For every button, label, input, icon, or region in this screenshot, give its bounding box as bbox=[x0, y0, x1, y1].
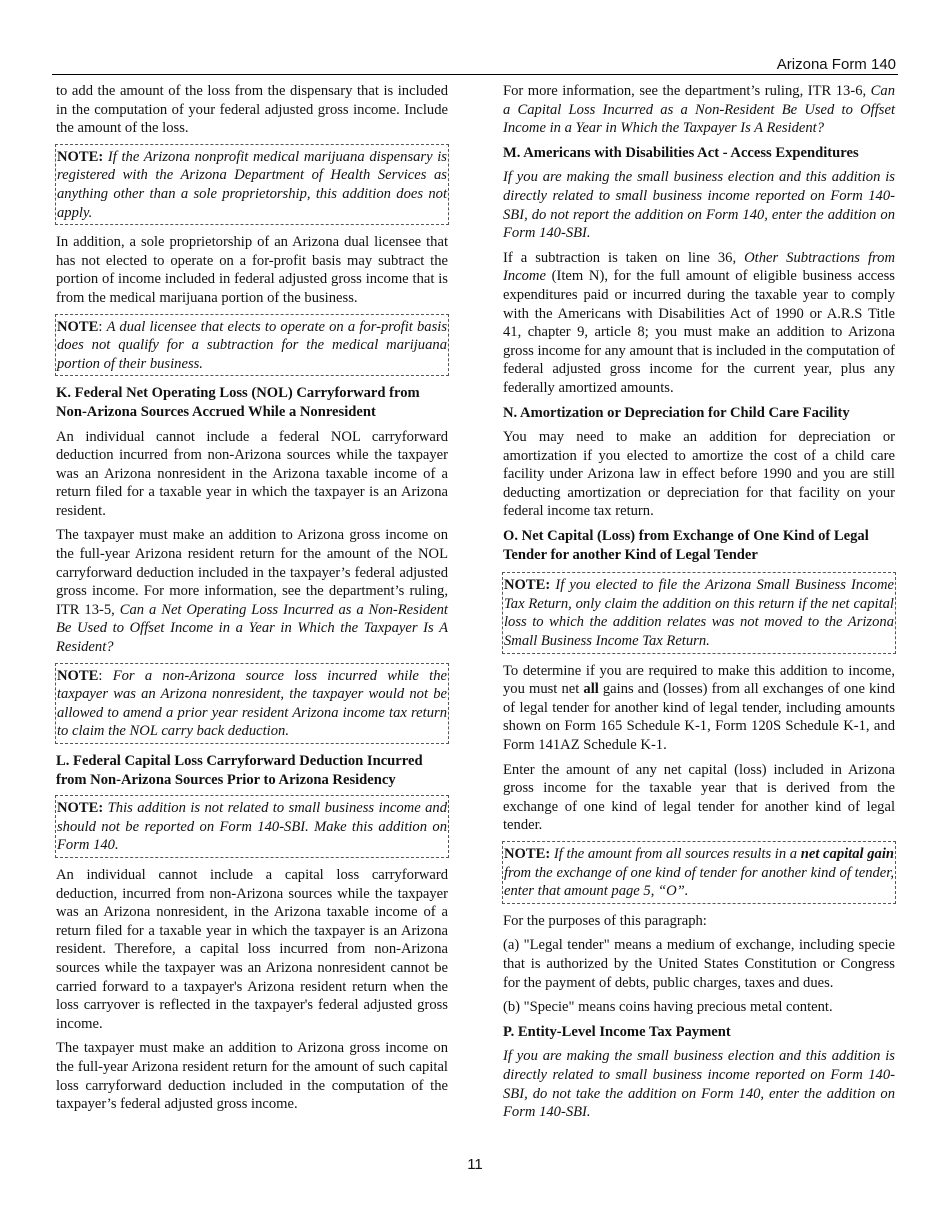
note-text: This addition is not related to small business income and should not be reported on Form 140-SBI. Make this addition on Form 140. bbox=[57, 800, 447, 854]
section-heading-n: N. Amortization or Depreciation for Child Care Facility bbox=[503, 404, 850, 421]
section-heading-o: O. Net Capital (Loss) from Exchange of One Kind of Legal Tender for another Kind of Legal Tender bbox=[503, 528, 869, 563]
section-heading-m: M. Americans with Disabilities Act - Access Expenditures bbox=[503, 144, 859, 161]
paragraph: Enter the amount of any net capital (loss) included in Arizona gross income for the taxable year that is derived from the exchange of one kind of legal tender for another kind of legal tender. bbox=[503, 761, 895, 834]
note-text: If the amount from all sources results in a bbox=[553, 845, 801, 862]
section-heading-k: K. Federal Net Operating Loss (NOL) Carryforward from Non-Arizona Sources Accrued While a Nonresident bbox=[56, 385, 420, 420]
note-box bbox=[55, 795, 449, 858]
page-number: 11 bbox=[467, 1156, 483, 1173]
paragraph-italic: If you are making the small business election and this addition is directly related to small business income reported on Form 140-SBI, do not take the addition on Form 140, enter the addition on Form 140-SBI. bbox=[503, 1048, 895, 1121]
section-heading-p: P. Entity-Level Income Tax Payment bbox=[503, 1023, 731, 1040]
form-title: Arizona Form 140 bbox=[776, 56, 896, 73]
note-box bbox=[502, 572, 896, 653]
paragraph: For the purposes of this paragraph: bbox=[503, 912, 707, 929]
note-separator: : bbox=[98, 318, 103, 335]
paragraph: An individual cannot include a capital loss carryforward deduction, incurred from non-Arizona sources while the taxpayer was an Arizona nonresident, in the Arizona taxable income of a return filed for a taxable year in which the taxpayer is an Arizona resident. Therefore, a capital loss incurred from non-Arizona sources while the taxpayer was an Arizona nonresident cannot be carried forward to a taxpayer's Arizona resident return when the loss carryover is reflected in the taxpayer's federal adjusted gross income. bbox=[56, 866, 448, 1032]
note-text: If you elected to file the Arizona Small Business Income Tax Return, only claim the addition on this return if the net capital loss to which the addition relates was not moved to the Arizona Small Business Income Tax Return. bbox=[504, 577, 894, 650]
paragraph: to add the amount of the loss from the dispensary that is included in the computation of your federal adjusted gross income. Include the amount of the loss. bbox=[56, 83, 448, 137]
emphasis-all: all bbox=[583, 681, 599, 698]
note-label: NOTE: bbox=[504, 845, 551, 862]
note-label: NOTE bbox=[57, 318, 99, 335]
ruling-title: Can a Capital Loss Incurred as a Non-Resident Be Used to Offset Income in a Year in Which the Taxpayer Is A Resident? bbox=[503, 83, 895, 137]
paragraph bbox=[503, 82, 895, 138]
header-rule bbox=[52, 74, 898, 75]
note-emphasis: net capital gain bbox=[800, 845, 894, 862]
line-item-name: Other Subtractions from Income bbox=[503, 249, 895, 285]
ruling-title: Can a Net Operating Loss Incurred as a Non-Resident Be Used to Offset Income in a Year in Which the Taxpayer Is A Resident? bbox=[56, 601, 448, 656]
note-box bbox=[55, 663, 449, 744]
note-box bbox=[502, 841, 896, 904]
note-box bbox=[55, 314, 449, 377]
note-label: NOTE: bbox=[57, 148, 104, 165]
note-label: NOTE bbox=[57, 667, 99, 684]
right-column bbox=[503, 82, 895, 1122]
paragraph bbox=[503, 249, 895, 398]
paragraph-text: The taxpayer must make an addition to Arizona gross income on the full-year Arizona resident return for the amount of the NOL carryforward deduction included in the taxpayer’s federal adjusted gross income. For more information, see the department’s ruling, ITR 13-5, bbox=[56, 527, 448, 618]
note-box bbox=[55, 144, 449, 225]
note-label: NOTE: bbox=[504, 577, 551, 594]
paragraph: In addition, a sole proprietorship of an Arizona dual licensee that has not elected to operate on a for-profit basis may subtract the portion of income included in federal adjusted gross income that is from the medical marijuana portion of the business. bbox=[56, 234, 448, 306]
note-text: from the exchange of one kind of tender for another kind of tender, enter that amount page 5, “O”. bbox=[504, 864, 894, 900]
section-heading-l: L. Federal Capital Loss Carryforward Deduction Incurred from Non-Arizona Sources Prior to Arizona Residency bbox=[56, 753, 423, 788]
paragraph-text: (Item N), for the full amount of eligible business access expenditures paid or incurred during the taxable year to comply with the Americans with Disabilities Act of 1990 or A.R.S Title 41, chapter 9, article 8; you must make an addition to Arizona gross income for any amount that is included in the computation of federal adjusted gross income for the current year, plus any federally amortized amounts. bbox=[503, 268, 895, 396]
note-label: NOTE: bbox=[57, 800, 104, 817]
paragraph-text: If a subtraction is taken on line 36, bbox=[503, 249, 745, 266]
note-text: If the Arizona nonprofit medical marijuana dispensary is registered with the Arizona Department of Health Services as anything other than a sole proprietorship, this addition does not apply. bbox=[57, 148, 447, 221]
note-separator: : bbox=[98, 667, 103, 684]
paragraph: You may need to make an addition for depreciation or amortization if you elected to amortize the cost of a child care facility under Arizona law in effect before 1990 and you are still deducting amortization or depreciation for that facility on your federal income tax return. bbox=[503, 429, 895, 520]
paragraph-text: gains and (losses) from all exchanges of one kind of legal tender for another kind of legal tender, including amounts shown on Form 165 Schedule K-1, Form 120S Schedule K-1, and Form 141AZ Schedule K-1. bbox=[503, 681, 895, 753]
paragraph bbox=[503, 662, 895, 755]
paragraph-text: For more information, see the department’s ruling, ITR 13-6, bbox=[503, 83, 871, 99]
paragraph: The taxpayer must make an addition to Arizona gross income on the full-year Arizona resident return for the amount of such capital loss carryforward deduction included in the computation of the taxpayer’s federal adjusted gross income. bbox=[56, 1040, 448, 1113]
paragraph: (b) "Specie" means coins having precious metal content. bbox=[503, 999, 833, 1016]
paragraph bbox=[56, 526, 448, 656]
paragraph: An individual cannot include a federal NOL carryforward deduction incurred from non-Arizona sources while the taxpayer was an Arizona nonresident in the Arizona taxable income of a return filed for a taxable year in which the taxpayer is an Arizona resident. bbox=[56, 428, 448, 519]
note-text: A dual licensee that elects to operate on a for-profit basis does not qualify for a subtraction for the medical marijuana portion of their business. bbox=[57, 318, 447, 372]
paragraph: (a) "Legal tender" means a medium of exchange, including specie that is authorized by the United States Constitution or Congress for the payment of debts, public charges, taxes and dues. bbox=[503, 937, 895, 991]
paragraph-italic: If you are making the small business election and this addition is directly related to small business income reported on Form 140-SBI, do not report the addition on Form 140, enter the addition on Form 140-SBI. bbox=[503, 169, 895, 242]
note-text: For a non-Arizona source loss incurred while the taxpayer was an Arizona nonresident, the taxpayer would not be allowed to amend a prior year resident Arizona income tax return to claim the NOL carry back deduction. bbox=[57, 667, 447, 740]
paragraph-text: To determine if you are required to make this addition to income, you must net bbox=[503, 662, 895, 698]
left-column bbox=[56, 82, 448, 1120]
